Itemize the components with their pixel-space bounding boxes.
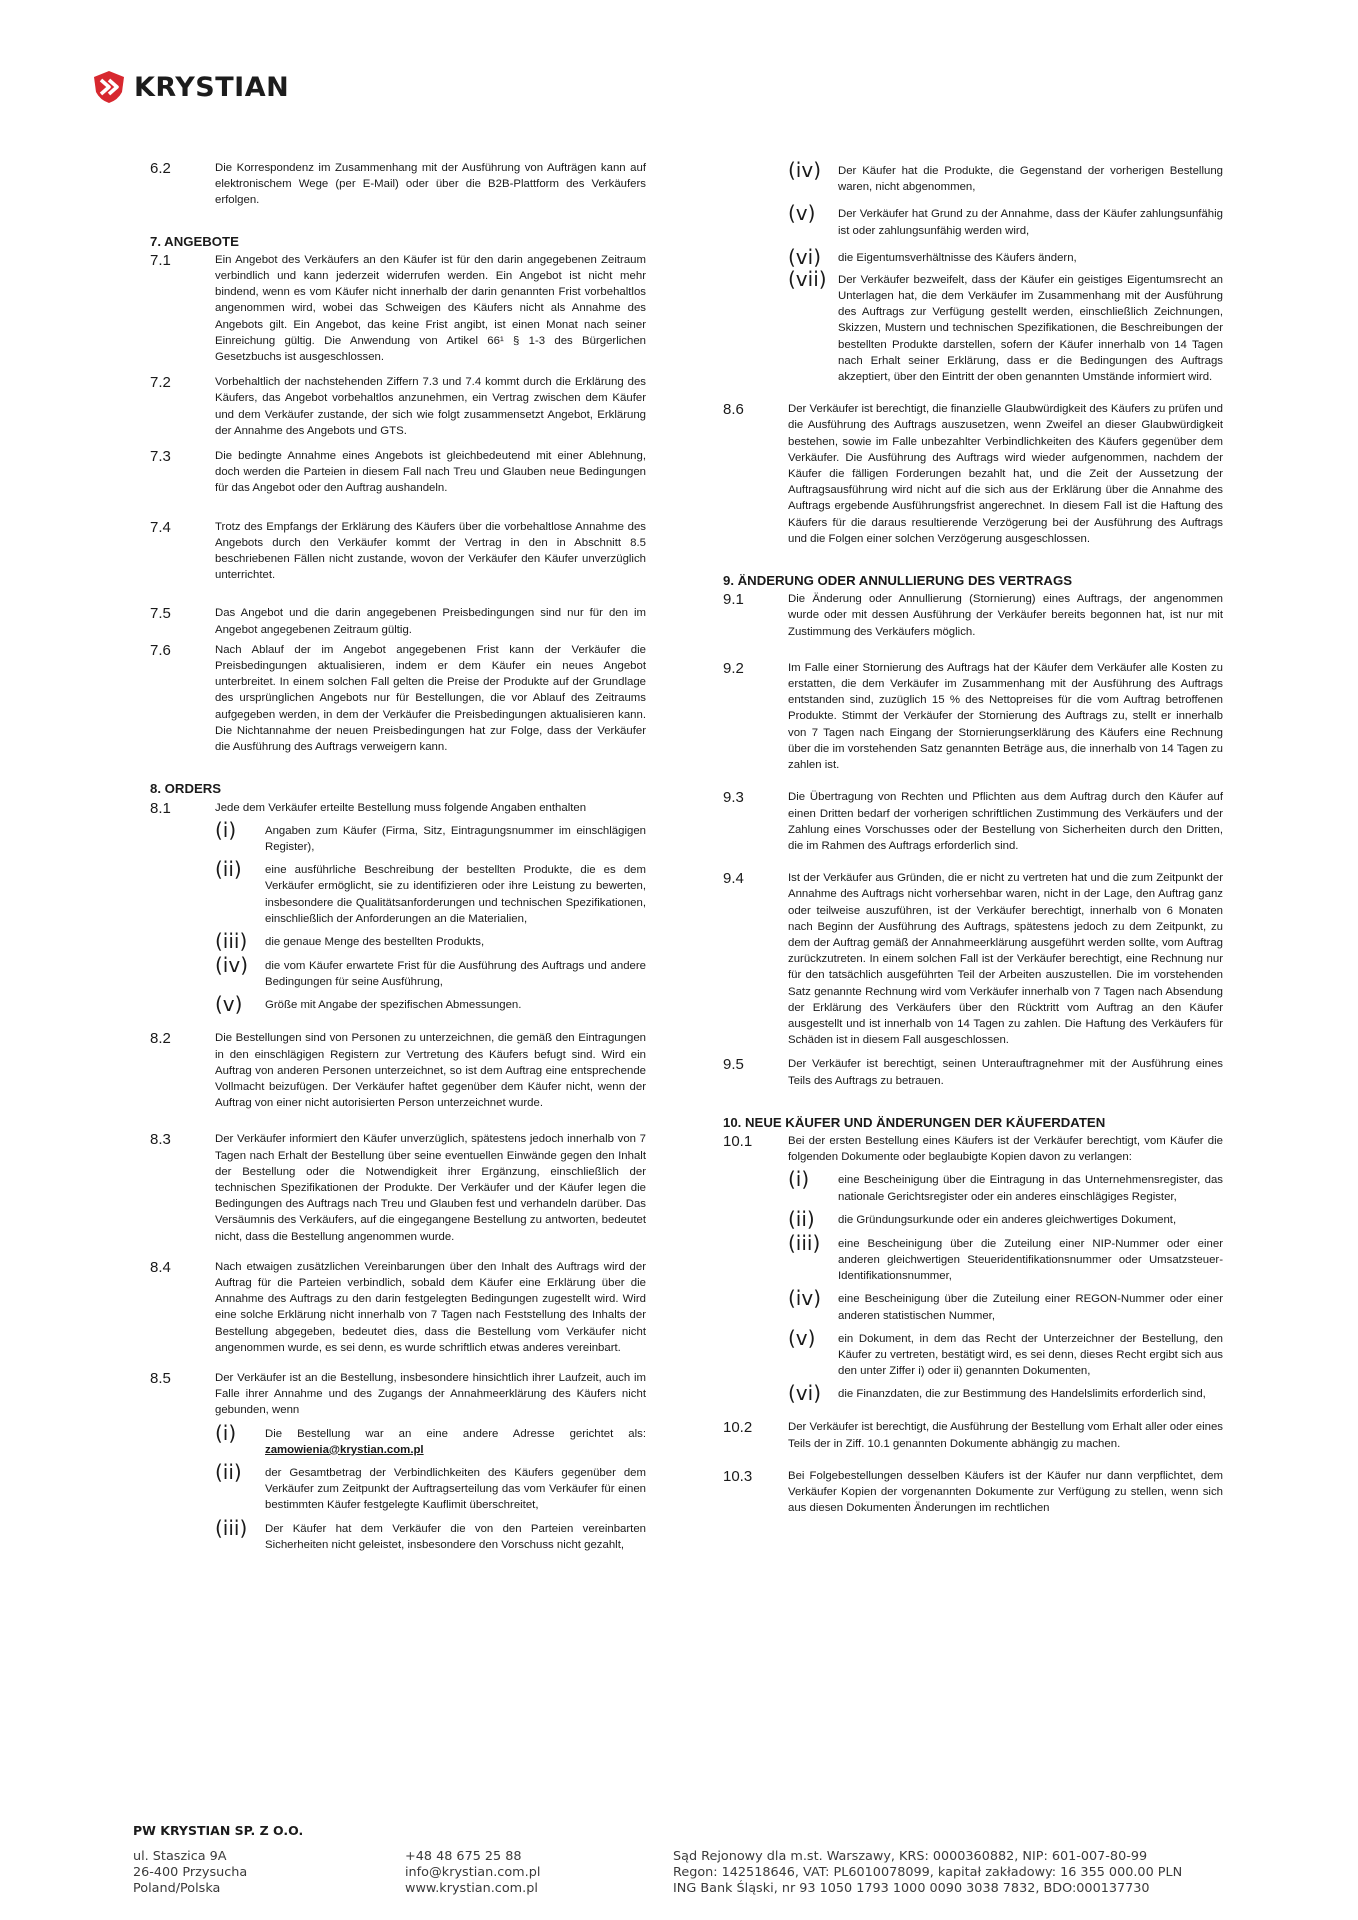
clause-text: Die Korrespondenz im Zusammenhang mit der Ausführung von Aufträgen kann auf elektronischem Wege (per E-Mail) oder über die B2B-Plattform des Verkäufers erfolgen. (215, 162, 646, 207)
order-email-link[interactable]: zamowienia@krystian.com.pl (265, 1443, 424, 1456)
roman-numeral: (i) (788, 1167, 810, 1192)
list-item-text: eine Bescheinigung über die Zuteilung einer REGON-Nummer oder einer anderen statistischen Nummer, (838, 1293, 1223, 1322)
clause-9-4 (723, 870, 1223, 1048)
list-item (215, 817, 646, 855)
clause-number: 7.2 (150, 374, 171, 392)
clause-number: 8.6 (723, 401, 744, 419)
list-item (788, 203, 1223, 238)
list-item-text (265, 1423, 646, 1458)
list-item-text: Der Käufer hat dem Verkäufer die von den Parteien vereinbarten Sicherheiten nicht geleistet, insbesondere den Vorschuss nicht gezahlt, (265, 1522, 646, 1551)
clause-content (215, 800, 646, 1015)
clause-text: Nach etwaigen zusätzlichen Vereinbarungen über den Inhalt des Auftrags wird der Auftrag für die Parteien verbindlich, sobald dem Käufer eine Erklärung über die Annahme des Auftrags zu den darin festgelegten Bedingungen zugestellt wird. Wird eine solche Erklärung nicht innerhalb von 7 Tagen nach Feststellung des Inhalts der Bestellung abgegeben, bedeutet dies, dass die Bestellung vom Verkäufer nicht angenommen wurde, es sei denn, es wurde schriftlich etwas anderes vereinbart. (215, 1260, 646, 1354)
list-item (788, 1325, 1223, 1380)
roman-numeral: (iii) (215, 1515, 248, 1540)
left-column (150, 160, 646, 1553)
list-item-text: die genaue Menge des bestellten Produkts, (265, 935, 485, 948)
clause-7-1 (150, 252, 646, 365)
roman-numeral: (ii) (215, 857, 242, 882)
list-item-text: eine ausführliche Beschreibung der bestellten Produkte, die es dem Verkäufer ermöglicht, sie zu identifizieren oder ihre Leistung zu bewerten, insbesondere die Qualitätsanforderungen und technischen Spezifikationen, einschließlich der Anforderungen an die Materialien, (265, 864, 646, 925)
list-item (788, 1230, 1223, 1285)
clause-10-3 (723, 1468, 1223, 1517)
list-item (215, 1515, 646, 1553)
clause-content (215, 1370, 646, 1553)
clause-text: Im Falle einer Stornierung des Auftrags hat der Käufer dem Verkäufer alle Kosten zu erstatten, die dem Verkäufer im Zusammenhang mit der Ausführung des Auftrags entstanden sind, zuzüglich 15 % des Nettopreises für die vom Auftrag betroffenen Produkte. Stimmt der Verkäufer der Stornierung des Auftrags zu, stellt er innerhalb von 7 Tagen nach Eingang der Stornierungserklärung des Käufers eine Rechnung über die im vorstehenden Satz genannten Beträge aus, die innerhalb von 14 Tagen zu zahlen ist. (788, 661, 1223, 772)
clause-6-2 (150, 160, 646, 209)
clause-number: 9.3 (723, 789, 744, 807)
clause-number: 8.1 (150, 799, 171, 817)
registration-line: Sąd Rejonowy dla m.st. Warszawy, KRS: 0000360882, NIP: 601-007-80-99 (673, 1849, 1148, 1864)
clause-text: Trotz des Empfangs der Erklärung des Käufers über die vorbehaltlose Annahme des Angebots durch den Verkäufer kommt der Vertrag in den in Abschnitt 8.5 beschriebenen Fällen nicht zustande, wovon der Verkäufer den Käufer unverzüglich unterrichtet. (215, 520, 646, 582)
shield-k-icon (92, 70, 126, 104)
list-item (215, 859, 646, 927)
list-item (215, 1462, 646, 1514)
clause-text: Die Änderung oder Annullierung (Stornierung) eines Auftrags, der angenommen wurde oder mit dessen Ausführung der Verkäufer bereits begonnen hat, ist nur mit Zustimmung des Verkäufers möglich. (788, 593, 1223, 638)
clause-number: 7.4 (150, 518, 171, 536)
footer-registration (673, 1849, 1233, 1897)
list-item-text: Der Verkäufer bezweifelt, dass der Käufer ein geistiges Eigentumsrecht an Unterlagen hat, die dem Verkäufer im Zusammenhang mit der Ausführung des Auftrags zur Verfügung gestellt werden, einschließlich Zeichnungen, Skizzen, Mustern und technischen Spezifikationen, die Beschreibungen der bestellten Produkte darstellen, sofern der Käufer innerhalb von 14 Tagen nach Erhalt seiner Erklärung, dass er die Bedingungen des Auftrags akzeptiert, über den Eintritt der oben genannten Umstände informiert wird. (838, 273, 1223, 384)
roman-numeral: (vii) (788, 266, 827, 291)
website-link[interactable]: www.krystian.com.pl (405, 1881, 538, 1896)
clause-number: 8.3 (150, 1131, 171, 1149)
right-column (723, 160, 1223, 1516)
roman-numeral: (iii) (215, 928, 248, 953)
roman-numeral: (ii) (215, 1460, 242, 1484)
clause-number: 9.5 (723, 1056, 744, 1074)
list-item-text: die vom Käufer erwartete Frist für die Ausführung des Auftrags und andere Bedingungen für seine Ausführung, (265, 959, 646, 989)
clause-text: Der Verkäufer ist berechtigt, die Ausführung der Bestellung vom Erhalt aller oder eines Teils der in Ziff. 10.1 genannten Dokumente abhängig zu machen. (788, 1421, 1223, 1450)
clause-number: 9.2 (723, 659, 744, 677)
clause-9-3 (723, 789, 1223, 854)
clause-number: 8.2 (150, 1030, 171, 1048)
clause-8-4 (150, 1259, 646, 1356)
roman-numeral: (vi) (788, 244, 821, 269)
clause-9-2 (723, 660, 1223, 773)
list-item-text: Größe mit Angabe der spezifischen Abmessungen. (265, 999, 522, 1012)
clause-10-1 (723, 1132, 1223, 1406)
clause-number: 10.1 (723, 1132, 753, 1150)
clause-number: 6.2 (150, 160, 171, 177)
clause-text: Die Übertragung von Rechten und Pflichten aus dem Auftrag durch den Käufer auf einen Dritten bedarf der vorherigen schriftlichen Zustimmung des Verkäufers und der Zahlung eines Vorschusses oder der Bestellung von Sicherheiten durch den Dritten, die im Rahmen des Auftrags erforderlich sind. (788, 791, 1223, 852)
clause-number: 9.1 (723, 591, 744, 609)
clause-text: Der Verkäufer ist berechtigt, die finanzielle Glaubwürdigkeit des Käufers zu prüfen und die Ausführung des Auftrags auszusetzen, wenn Zweifel an dieser Glaubwürdigkeit bestehen, sowie im Falle unbezahlter Verbindlichkeiten des Käufers gegenüber dem Verkäufer. Die Ausführung des Auftrags wird wieder aufgenommen, nachdem der Käufer die fälligen Forderungen bezahlt hat, und die Zeit der Aussetzung der Auftragsausführung wird nicht auf die sich aus der Erklärung über die Annahme des Auftrags ergebende Ausführungsfrist angerechnet. In diesem Fall ist die Haftung des Käufers für die daraus resultierende Verzögerung bei der Ausführung des Auftrags und die Folgen einer solchen Verzögerung ausgeschlossen. (788, 403, 1223, 545)
list-item (788, 244, 1223, 269)
roman-numeral: (iv) (215, 952, 248, 977)
clause-8-1 (150, 800, 646, 1015)
list-item-text: eine Bescheinigung über die Eintragung in das Unternehmensregister, das nationale Gerichtsregister oder ein anderes einschlägiges Register, (838, 1174, 1223, 1203)
clause-9-5 (723, 1056, 1223, 1088)
address-line: 26-400 Przysucha (133, 1865, 248, 1880)
clause-text: Das Angebot und die darin angegebenen Preisbedingungen sind nur für den im Angebot angegebenen Zeitraum gültig. (215, 607, 646, 636)
list-item-text: der Gesamtbetrag der Verbindlichkeiten des Käufers gegenüber dem Verkäufer zum Zeitpunkt der Auftragserteilung das vom Verkäufer für einen bestimmten Käufer festgelegte Kauflimit überschreitet, (265, 1467, 646, 1512)
list-item (215, 992, 646, 1017)
list-item (215, 928, 646, 953)
footer-address (133, 1849, 247, 1897)
phone-number[interactable]: +48 48 675 25 88 (405, 1849, 522, 1864)
clause-7-5 (150, 605, 646, 637)
clause-number: 8.4 (150, 1258, 171, 1276)
clause-number: 10.2 (723, 1419, 753, 1437)
clause-text: Vorbehaltlich der nachstehenden Ziffern 7.3 und 7.4 kommt durch die Erklärung des Käufers, das Angebot vorbehaltlos anzunehmen, ein Vertrag zwischen dem Käufer und dem Verkäufer zustande, der sich wie folgt zusammensetzt Angebot, Erklärung der Annahme des Angebots und GTS. (215, 376, 646, 437)
roman-numeral: (iv) (788, 1286, 821, 1311)
footer-company-name: PW KRYSTIAN SP. Z O.O. (133, 1823, 304, 1838)
clause-8-6 (723, 401, 1223, 547)
list-item-text: eine Bescheinigung über die Zuteilung einer NIP-Nummer oder einer anderen gleichwertigen Steueridentifikationsnummer oder Umsatzsteuer-Identifikationsnummer, (838, 1237, 1223, 1283)
footer-contact (405, 1849, 540, 1897)
clause-text: Der Verkäufer ist berechtigt, seinen Unterauftragnehmer mit der Ausführung eines Teils des Auftrags zu betrauen. (788, 1058, 1223, 1087)
list-item-text: ein Dokument, in dem das Recht der Unterzeichner der Bestellung, den Käufer zu vertreten, bestätigt wird, es sei denn, dieses Recht ergibt sich aus den unter Ziffer i) oder ii) genannten Dokumenten, (838, 1332, 1223, 1378)
list-item (215, 1420, 646, 1458)
clause-text: Nach Ablauf der im Angebot angegebenen Frist kann der Verkäufer die Preisbedingungen aktualisieren, indem er dem Käufer ein neues Angebot unterbreitet. In einem solchen Fall gelten die Preise der Produkte auf der Grundlage des ursprünglichen Angebots nur für Bestellungen, die vor Ablauf des Zeitraums aufgegeben werden, in dem der Verkäufer die Preisbedingungen aktualisieren kann. Die Nichtannahme der neuen Preisbedingungen hat zur Folge, dass der Verkäufer die Ausführung des Auftrags verweigern kann. (215, 643, 646, 754)
list-item-text: Angaben zum Käufer (Firma, Sitz, Eintragungsnummer im einschlägigen Register), (265, 824, 646, 853)
clause-number: 7.6 (150, 641, 171, 659)
list-item-text: Der Käufer hat die Produkte, die Gegenstand der vorherigen Bestellung waren, nicht abgenommen, (838, 165, 1223, 194)
clause-text: Ein Angebot des Verkäufers an den Käufer ist für den darin angegebenen Zeitraum verbindlich und kann jederzeit widerrufen werden. Ein Angebot ist nicht mehr bindend, wenn es vom Käufer nicht innerhalb der darin genannten Frist vorbehaltlos angenommen wird, wobei das Schweigen des Käufers nicht als Annahme des Angebots gilt. Ein Angebot, das keine Frist angibt, ist einen Monat nach seiner Einreichung gültig. Die Anwendung von Artikel 66¹ § 1-3 des Bürgerlichen Gesetzbuchs ist ausgeschlossen. (215, 253, 646, 364)
page-footer (133, 1823, 1233, 1896)
list-item (788, 1288, 1223, 1323)
roman-numeral: (i) (215, 1420, 237, 1445)
clause-number: 7.1 (150, 251, 171, 269)
clause-8-5-continued (723, 160, 1223, 385)
registration-line: Regon: 142518646, VAT: PL6010078099, kapitał zakładowy: 16 355 000.00 PLN (673, 1865, 1183, 1880)
clause-number: 10.3 (723, 1467, 753, 1485)
list-item-text: die Gründungsurkunde oder ein anderes gleichwertiges Dokument, (838, 1213, 1177, 1226)
roman-numeral: (iii) (788, 1230, 821, 1255)
clause-text: Der Verkäufer informiert den Käufer unverzüglich, spätestens jedoch innerhalb von 7 Tagen nach Erhalt der Bestellung über seine eventuellen Einwände gegen den Inhalt der Bestellung oder die Notwendigkeit ihrer Ergänzung, einschließlich der technischen Spezifikationen der Produkte. Der Verkäufer und der Käufer legen die Bedingungen des Auftrags nach Treu und Glauben fest und verhandeln darüber. Das Versäumnis des Verkäufers, auf die eingegangene Bestellung zu antworten, bedeutet nicht, dass die Bestellung angenommen wurde. (215, 1133, 646, 1243)
clause-8-5 (150, 1370, 646, 1553)
clause-text: Die Bestellungen sind von Personen zu unterzeichnen, die gemäß den Eintragungen in den einschlägigen Registern zur Vertretung des Käufers befugt sind. Wird ein Auftrag von anderen Personen unterzeichnet, so ist dem Auftrag eine entsprechende Vollmacht beizufügen. Der Verkäufer haftet gegenüber dem Käufer nicht, wenn der Auftrag von einer nicht autorisierten Person unterzeichnet wurde. (215, 1032, 646, 1110)
list-item (788, 160, 1223, 195)
clause-number: 7.3 (150, 448, 171, 466)
registration-line: ING Bank Śląski, nr 93 1050 1793 1000 0090 3038 7832, BDO:000137730 (673, 1881, 1150, 1896)
clause-text: Bei der ersten Bestellung eines Käufers ist der Verkäufer berechtigt, vom Käufer die folgenden Dokumente oder beglaubigte Kopien davon zu verlangen: (788, 1134, 1223, 1164)
clause-content (788, 1133, 1223, 1406)
roman-numeral: (iv) (788, 158, 821, 182)
address-line: ul. Staszica 9A (133, 1849, 227, 1864)
roman-numeral: (ii) (788, 1206, 815, 1231)
section-heading-9: 9. ÄNDERUNG ODER ANNULLIERUNG DES VERTRAGS (723, 573, 1073, 589)
clause-text: Die bedingte Annahme eines Angebots ist gleichbedeutend mit einer Ablehnung, doch werden die Parteien in diesem Fall nach Treu und Glauben neue Bedingungen für das Angebot oder den Auftrag aushandeln. (215, 450, 646, 495)
roman-numeral: (v) (215, 992, 243, 1017)
clause-number: 9.4 (723, 870, 744, 888)
list-item-text-part: Die Bestellung war an eine andere Adresse gerichtet als: (265, 1427, 646, 1440)
list-item (788, 266, 1223, 385)
address-line: Poland/Polska (133, 1881, 221, 1896)
clause-8-3 (150, 1131, 646, 1244)
clause-8-2 (150, 1030, 646, 1111)
clause-number: 8.5 (150, 1369, 171, 1387)
roman-numeral: (v) (788, 201, 816, 226)
clause-7-2 (150, 374, 646, 439)
roman-numeral: (v) (788, 1325, 816, 1350)
list-item (788, 1206, 1223, 1231)
list-item-text: die Finanzdaten, die zur Bestimmung des Handelslimits erforderlich sind, (838, 1388, 1206, 1401)
list-item-text: die Eigentumsverhältnisse des Käufers ändern, (838, 251, 1077, 264)
clause-7-4 (150, 519, 646, 584)
clause-text: Bei Folgebestellungen desselben Käufers ist der Käufer nur dann verpflichtet, dem Verkäufer Kopien der vorgenannten Dokumente zur Verfügung zu stellen, wenn sich aus diesen Dokumenten Änderungen im rechtlichen (788, 1469, 1223, 1515)
roman-numeral: (i) (215, 817, 237, 842)
clause-7-6 (150, 642, 646, 755)
list-item (215, 952, 646, 990)
logo-text: KRYSTIAN (134, 71, 290, 103)
clause-9-1 (723, 591, 1223, 640)
list-item-text: Der Verkäufer hat Grund zu der Annahme, dass der Käufer zahlungsunfähig ist oder zahlungsunfähig werden wird, (838, 208, 1223, 237)
list-item (788, 1381, 1223, 1406)
email-link[interactable]: info@krystian.com.pl (405, 1865, 541, 1880)
clause-10-2 (723, 1419, 1223, 1451)
clause-text: Jede dem Verkäufer erteilte Bestellung muss folgende Angaben enthalten (215, 801, 587, 814)
list-item (788, 1169, 1223, 1204)
company-logo (92, 70, 289, 104)
roman-numeral: (vi) (788, 1381, 821, 1406)
section-heading-10: 10. NEUE KÄUFER UND ÄNDERUNGEN DER KÄUFERDATEN (723, 1114, 1106, 1130)
section-heading-8: 8. ORDERS (150, 781, 222, 797)
clause-7-3 (150, 448, 646, 497)
clause-text: Der Verkäufer ist an die Bestellung, insbesondere hinsichtlich ihrer Laufzeit, auch im Falle ihrer Annahme und des Zugangs der Annahmeerklärung des Käufers nicht gebunden, wenn (215, 1371, 646, 1417)
clause-text: Ist der Verkäufer aus Gründen, die er nicht zu vertreten hat und die zum Zeitpunkt der Annahme des Auftrags nicht vorhersehbar waren, nicht in der Lage, den Auftrag ganz oder teilweise auszuführen, ist der Verkäufer berechtigt, innerhalb von 6 Monaten nach Beginn der Ausführung des Auftrags, spätestens jedoch zu dem Zeitpunkt, zu dem der Auftrag gemäß der Annahmeerklärung ausgeführt werden sollte, vom Auftrag zurückzutreten. In einem solchen Fall ist der Verkäufer berechtigt, eine Rechnung nur für den tatsächlich ausgeführten Teil der Arbeiten auszustellen. Die im vorstehenden Satz genannte Rechnung wird vom Verkäufer innerhalb von 7 Tagen nach Absendung der Erklärung des Verkäufers über den Rücktritt vom Auftrag an den Käufer ausgestellt und ist innerhalb von 14 Tagen zu zahlen. Die Haftung des Verkäufers für Schäden ist in diesem Fall ausgeschlossen. (788, 872, 1223, 1047)
clause-number: 7.5 (150, 605, 171, 623)
section-heading-7: 7. ANGEBOTE (150, 233, 239, 249)
